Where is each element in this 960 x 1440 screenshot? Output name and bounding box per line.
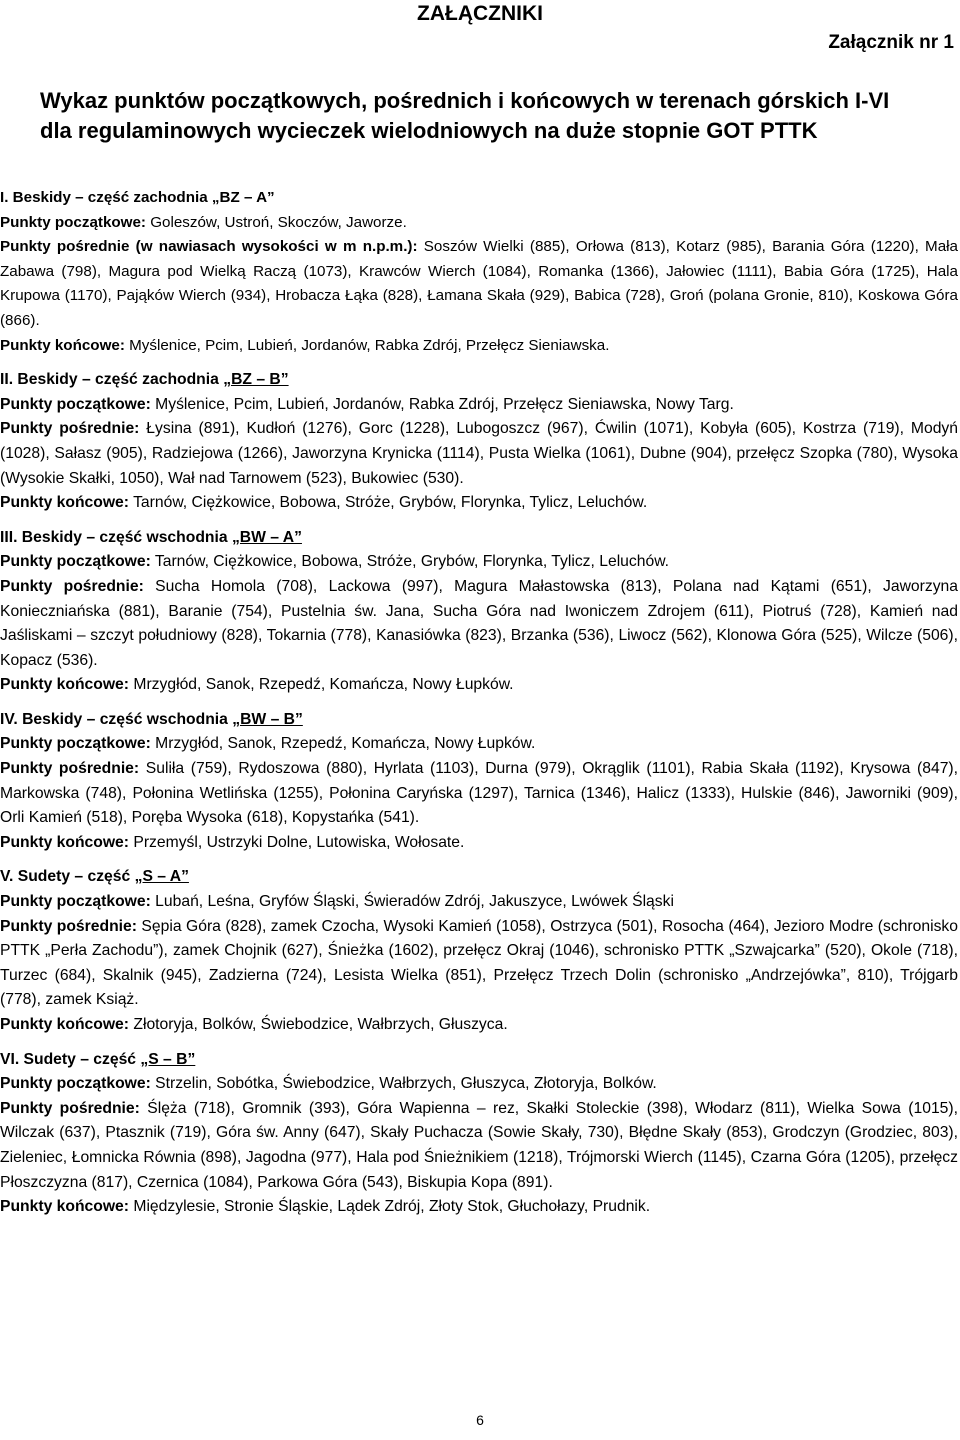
mid-points <box>0 1097 958 1195</box>
mid-points <box>0 757 958 831</box>
start-text: Myślenice, Pcim, Lubień, Jordanów, Rabka Zdrój, Przełęcz Sieniawska, Nowy Targ. <box>150 395 734 413</box>
annex-label: Załącznik nr 1 <box>828 32 954 53</box>
page-title: ZAŁĄCZNIKI <box>417 2 543 25</box>
mid-text: Łysina (891), Kudłoń (1276), Gorc (1228), Lubogoszcz (967), Ćwilin (1071), Kobyła (605), Kostrza (719), Modyń (1028), Sałasz (905), Radziejowa (1266), Jaworzyna Krynicka (1114), Pusta Wielka (1061), Dubne (904), przełęcz Szopka (780), Wysoka (Wysokie Skałki, 1050), Wał nad Tarnowem (523), Bukowiec (530). <box>0 420 958 487</box>
end-label: Punkty końcowe: <box>0 336 125 354</box>
section-4 <box>0 708 958 856</box>
start-label: Punkty początkowe: <box>0 213 146 231</box>
start-points <box>0 550 958 575</box>
end-label: Punkty końcowe: <box>0 1016 130 1033</box>
start-label: Punkty początkowe: <box>0 553 151 571</box>
start-text: Mrzygłód, Sanok, Rzepedź, Komańcza, Nowy Łupków. <box>150 735 536 753</box>
start-text: Tarnów, Ciężkowice, Bobowa, Stróże, Grybów, Florynka, Tylicz, Leluchów. <box>150 553 670 571</box>
start-text: Strzelin, Sobótka, Świebodzice, Wałbrzych, Głuszyca, Złotoryja, Bolków. <box>150 1075 657 1093</box>
section-code: „S – A” <box>134 868 189 886</box>
section-number: V. Sudety – część <box>0 868 131 886</box>
heading-line-2: dla regulaminowych wycieczek wielodniowych na duże stopnie GOT PTTK <box>40 118 818 143</box>
section-number: IV. Beskidy – część wschodnia <box>0 710 228 728</box>
end-points <box>0 673 958 698</box>
start-label: Punkty początkowe: <box>0 735 151 753</box>
mid-text: Sępia Góra (828), zamek Czocha, Wysoki Kamień (1058), Ostrzyca (501), Rosocha (464), Jeziorо Modre (schronisko PTTK „Perła Zachodu”), zamek Chojnik (627), Śnieżka (1602), przełęcz Okraj (1046), schronisko PTTK „Szwajcarka” (520), Okole (718), Turzec (684), Skalnik (945), Zadzierna (724), Lesista Wielka (851), Przełęcz Trzech Dolin (schronisko „Andrzejówka”, 810), Trójgarb (778), zamek Książ. <box>0 917 958 1009</box>
end-text: Tarnów, Ciężkowice, Bobowa, Stróże, Grybów, Florynka, Tylicz, Leluchów. <box>129 494 648 512</box>
section-heading <box>0 1048 958 1073</box>
end-text: Myślenice, Pcim, Lubień, Jordanów, Rabka Zdrój, Przełęcz Sieniawska. <box>124 336 610 354</box>
mid-points <box>0 235 958 333</box>
section-number: I. Beskidy – część zachodnia <box>0 189 208 206</box>
end-text: Mrzygłód, Sanok, Rzepedź, Komańcza, Nowy Łupków. <box>129 676 514 694</box>
start-label: Punkty początkowe: <box>0 1075 151 1093</box>
mid-label: Punkty pośrednie: <box>0 760 140 778</box>
mid-points <box>0 915 958 1013</box>
section-6 <box>0 1048 958 1220</box>
section-2 <box>0 368 958 516</box>
mid-label: Punkty pośrednie: <box>0 917 137 935</box>
section-code: „BZ – B” <box>223 371 289 389</box>
mid-points <box>0 575 958 673</box>
section-heading <box>0 186 958 211</box>
page-number: 6 <box>476 1412 484 1428</box>
start-label: Punkty początkowe: <box>0 395 151 413</box>
end-label: Punkty końcowe: <box>0 494 130 512</box>
start-points <box>0 211 958 236</box>
sections-container <box>0 186 958 1220</box>
start-points <box>0 393 958 418</box>
section-number: II. Beskidy – część zachodnia <box>0 371 219 389</box>
section-heading <box>0 526 958 551</box>
section-code: „BW – A” <box>231 528 302 546</box>
mid-label: Punkty pośrednie: <box>0 577 144 595</box>
mid-text: Ślęża (718), Gromnik (393), Góra Wapienna – rez, Skałki Stoleckie (398), Włodarz (811), Wielka Sowa (1015), Wilczak (637), Ptasznik (719), Góra św. Anny (647), Skały Puchacza (Sowie Skały, 730), Błędne Skały (853), Grodczyn (Grodziec, 803), Zieleniec, Łomnicka Równia (898), Jagodna (977), Hala pod Śnieżnikiem (1218), Trójmorski Wierch (1145), Czarna Góra (1205), przełęcz Płoszczyzna (817), Czernica (1084), Parkowa Góra (543), Biskupia Kopa (891). <box>0 1099 958 1191</box>
mid-points <box>0 417 958 491</box>
mid-label: Punkty pośrednie: <box>0 1099 140 1117</box>
end-text: Złotoryja, Bolków, Świebodzice, Wałbrzych, Głuszyca. <box>129 1016 508 1033</box>
start-label: Punkty początkowe: <box>0 893 151 911</box>
mid-label: Punkty pośrednie: <box>0 420 140 438</box>
end-label: Punkty końcowe: <box>0 1198 130 1216</box>
end-points <box>0 831 958 856</box>
mid-text: Sucha Homola (708), Lackowa (997), Magura Małastowska (813), Polana nad Kątami (651), Jaworzyna Konieczniańska (881), Baranie (754), Pustelnia św. Jana, Sucha Góra nad Iwoniczem Zdrojem (611), Piotruś (728), Kamień nad Jaśliskami – szczyt południowy (828), Tokarnia (778), Kanasiówka (823), Brzanka (536), Liwocz (562), Klonowa Góra (525), Wilcze (506), Kopacz (536). <box>0 577 958 669</box>
end-points <box>0 491 958 516</box>
end-label: Punkty końcowe: <box>0 833 130 851</box>
mid-label: Punkty pośrednie (w nawiasach wysokości w m n.p.m.): <box>0 238 418 256</box>
section-heading <box>0 368 958 393</box>
end-points <box>0 1013 958 1038</box>
mid-text: Suliła (759), Rydoszowa (880), Hyrlata (1103), Durna (979), Okrąglik (1101), Rabia Skała (1192), Krysowa (847), Markowska (748), Połonina Wetlińska (1255), Połonina Caryńska (1297), Tarnica (1346), Halicz (1333), Hulskie (846), Jaworniki (909), Orli Kamień (518), Poręba Wysoka (618), Kopystańka (541). <box>0 760 958 827</box>
section-heading <box>0 708 958 733</box>
mid-text: Soszów Wielki (885), Orłowa (813), Kotarz (985), Barania Góra (1220), Mała Zabawa (798), Magura pod Wielką Raczą (1073), Krawców Wierch (1084), Romanka (1366), Jałowiec (1111), Babia Góra (1725), Hala Krupowa (1170), Pająków Wierch (934), Hrobacza Łąka (828), Łamana Skała (929), Babica (728), Groń (polana Gronie, 810), Koskowa Góra (866). <box>0 238 958 329</box>
document-heading <box>40 86 889 146</box>
section-3 <box>0 526 958 698</box>
section-code: „S – B” <box>140 1050 196 1068</box>
start-text: Goleszów, Ustroń, Skoczów, Jaworze. <box>146 213 407 231</box>
section-code: „BW – B” <box>232 710 303 728</box>
start-points <box>0 732 958 757</box>
section-number: VI. Sudety – część <box>0 1050 137 1068</box>
section-code: „BZ – A” <box>211 189 275 206</box>
start-text: Lubań, Leśna, Gryfów Śląski, Świeradów Zdrój, Jakuszyce, Lwówek Śląski <box>150 893 674 911</box>
section-number: III. Beskidy – część wschodnia <box>0 528 228 546</box>
end-text: Przemyśl, Ustrzyki Dolne, Lutowiska, Wołosate. <box>129 833 465 851</box>
section-1 <box>0 186 958 358</box>
start-points <box>0 890 958 915</box>
end-points <box>0 1195 958 1220</box>
end-text: Międzylesie, Stronie Śląskie, Lądek Zdrój, Złoty Stok, Głuchołazy, Prudnik. <box>129 1198 651 1216</box>
end-label: Punkty końcowe: <box>0 676 130 694</box>
heading-line-1: Wykaz punktów początkowych, pośrednich i końcowych w terenach górskich I-VI <box>40 88 890 113</box>
section-5 <box>0 865 958 1037</box>
section-heading <box>0 865 958 890</box>
end-points <box>0 334 958 359</box>
start-points <box>0 1072 958 1097</box>
